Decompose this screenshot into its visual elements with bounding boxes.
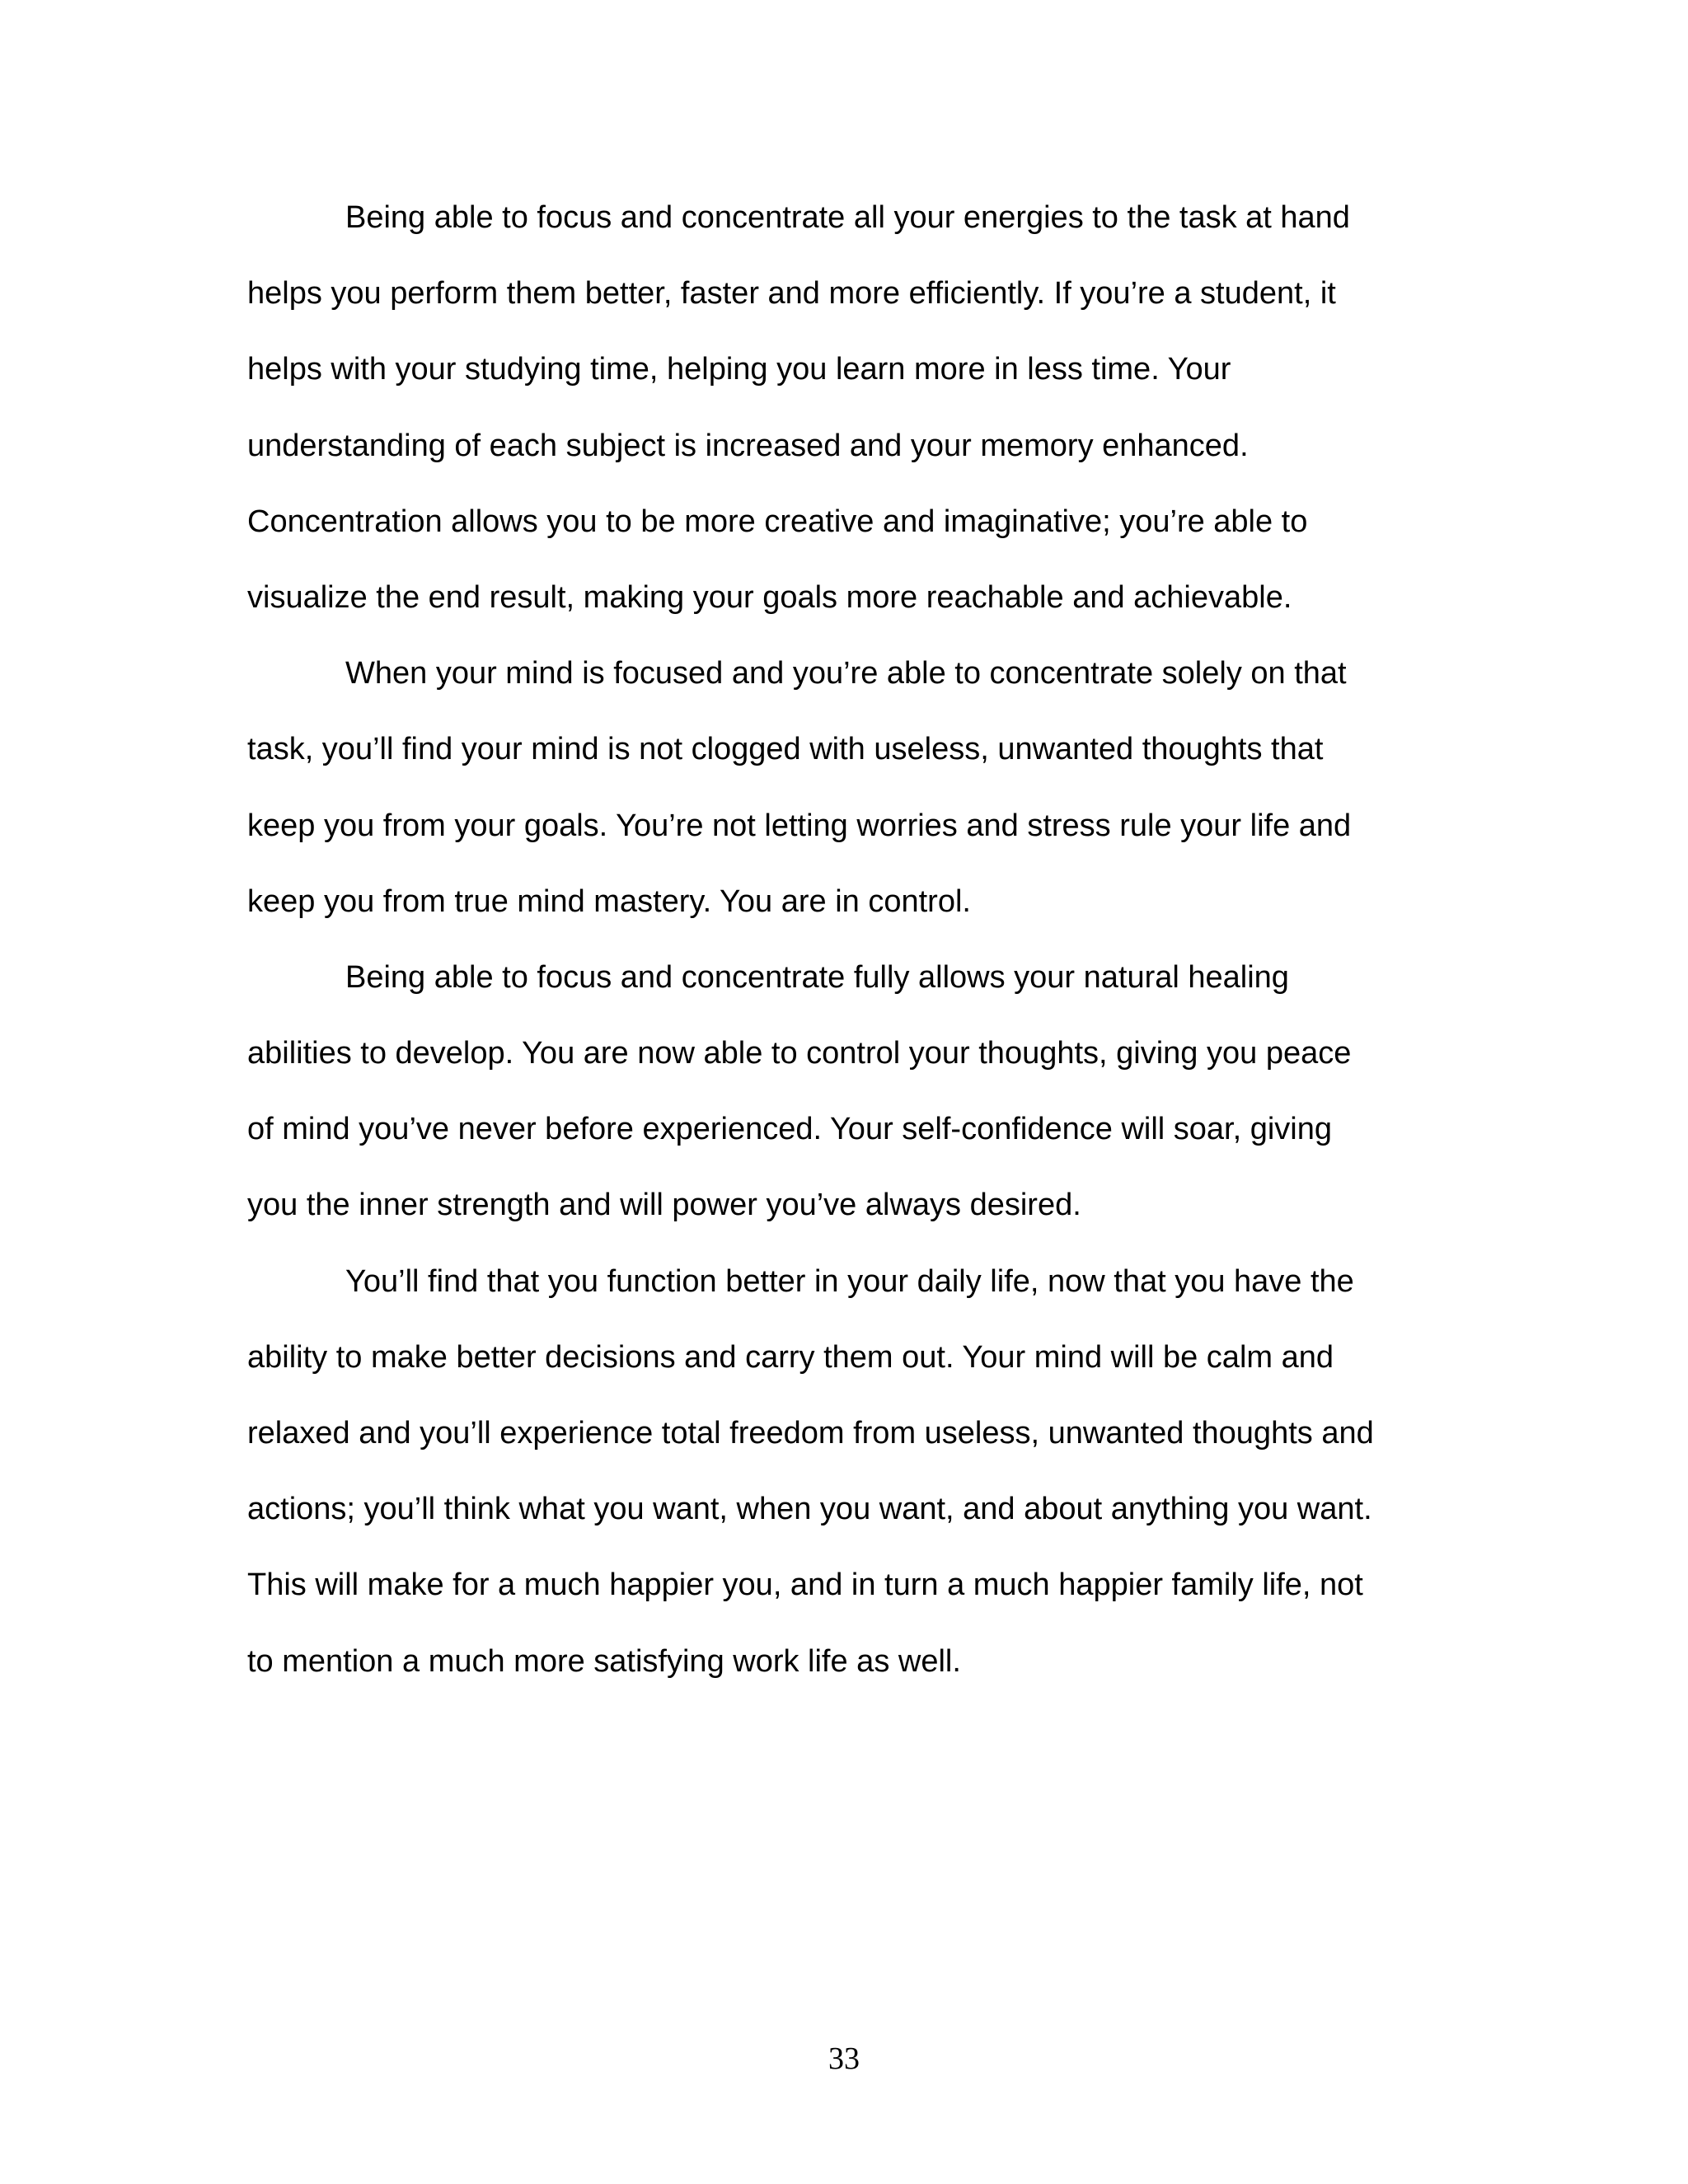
text-line: helps with your studying time, helping you learn more in less time. Your <box>247 352 1231 387</box>
text-line: When your mind is focused and you’re able to concentrate solely on that <box>345 656 1347 691</box>
text-line: task, you’ll find your mind is not clogged with useless, unwanted thoughts that <box>247 732 1324 767</box>
text-line: actions; you’ll think what you want, when you want, and about anything you want. <box>247 1492 1372 1527</box>
text-line: This will make for a much happier you, and in turn a much happier family life, not <box>247 1568 1363 1603</box>
text-line: understanding of each subject is increased and your memory enhanced. <box>247 428 1249 463</box>
text-line: Concentration allows you to be more creative and imaginative; you’re able to <box>247 504 1308 539</box>
paragraph <box>247 195 1459 651</box>
paragraph <box>247 955 1459 1259</box>
text-line: keep you from your goals. You’re not letting worries and stress rule your life and <box>247 808 1352 843</box>
text-line: keep you from true mind mastery. You are in control. <box>247 883 971 919</box>
paragraph <box>247 651 1459 955</box>
text-line: Being able to focus and concentrate all your energies to the task at hand <box>345 200 1350 235</box>
text-line: You’ll find that you function better in your daily life, now that you have the <box>345 1263 1354 1299</box>
text-line: Being able to focus and concentrate fully allows your natural healing <box>345 959 1289 995</box>
text-line: visualize the end result, making your goals more reachable and achievable. <box>247 579 1292 615</box>
text-line: you the inner strength and will power you’ve always desired. <box>247 1188 1081 1223</box>
text-line: relaxed and you’ll experience total freedom from useless, unwanted thoughts and <box>247 1416 1374 1451</box>
paragraph <box>247 1259 1459 1715</box>
text-line: abilities to develop. You are now able to control your thoughts, giving you peace <box>247 1036 1352 1071</box>
page-number: 33 <box>828 2041 860 2076</box>
body-text <box>247 195 1459 1715</box>
text-line: ability to make better decisions and carry them out. Your mind will be calm and <box>247 1339 1334 1375</box>
text-line: of mind you’ve never before experienced. Your self-confidence will soar, giving <box>247 1112 1332 1147</box>
text-line: to mention a much more satisfying work life as well. <box>247 1643 961 1679</box>
text-line: helps you perform them better, faster and more efficiently. If you’re a student, it <box>247 276 1336 312</box>
